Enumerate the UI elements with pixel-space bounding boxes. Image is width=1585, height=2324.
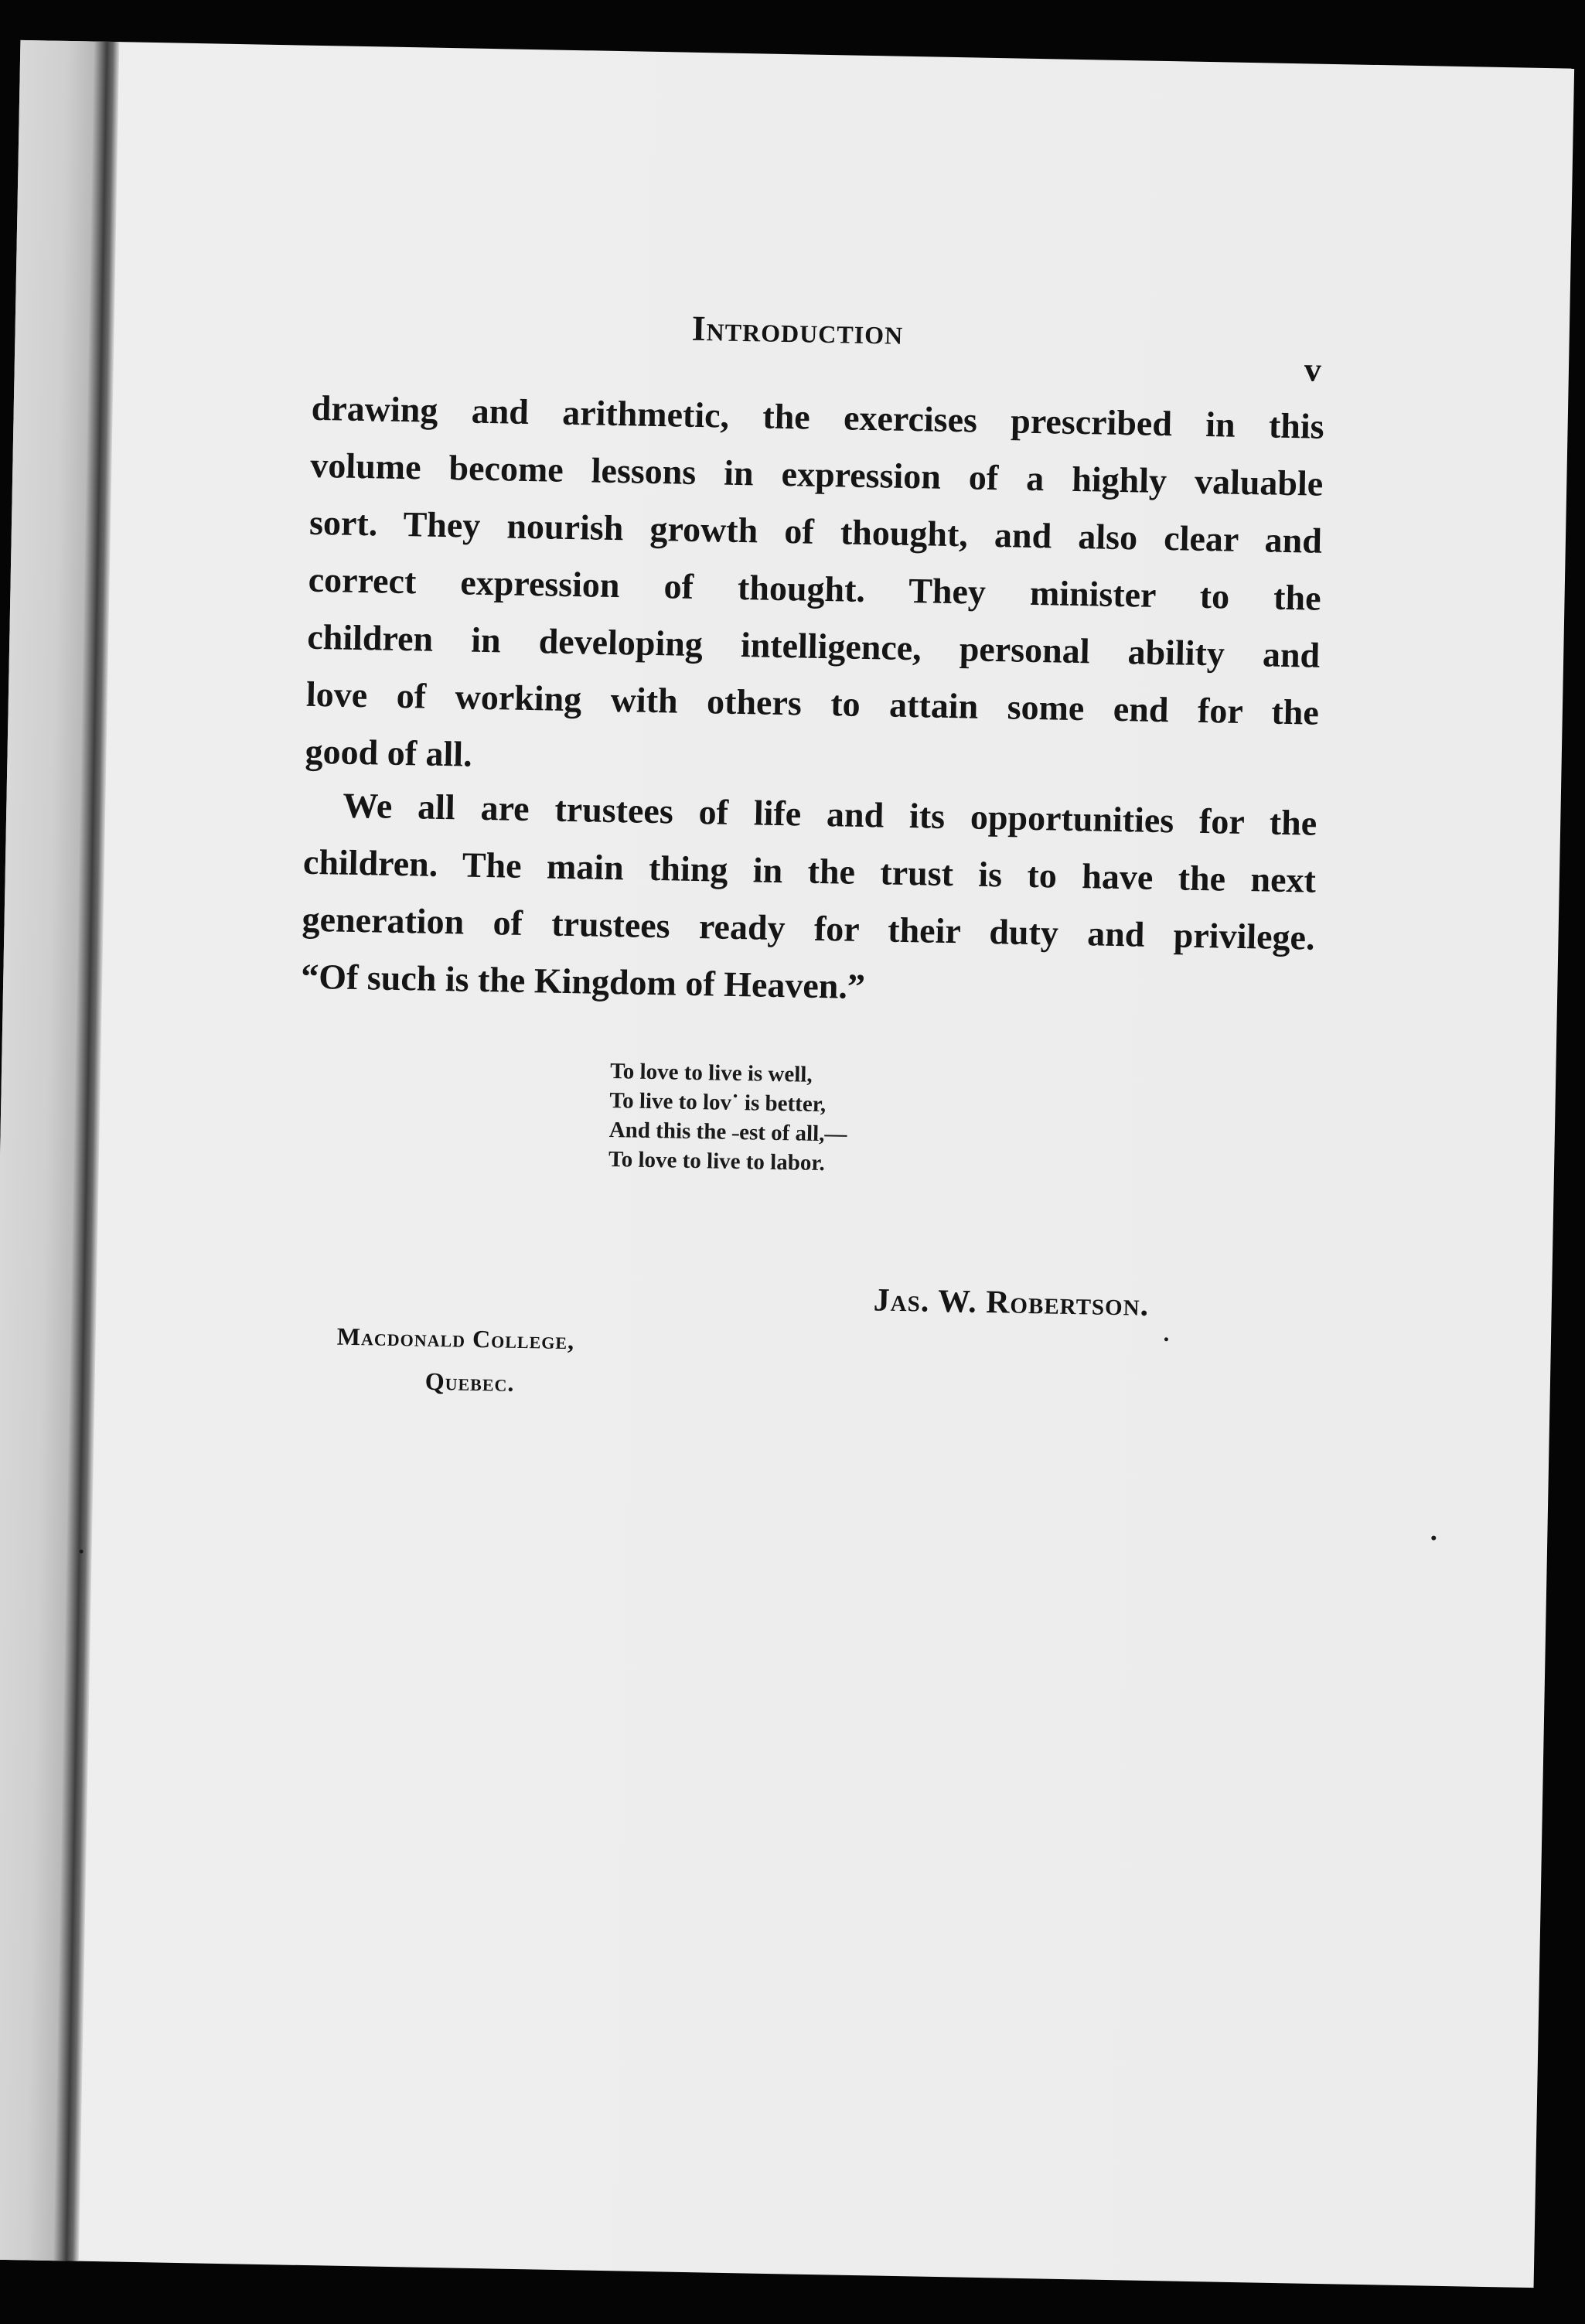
paragraph-line: correct expression of thought. They minister to the bbox=[308, 559, 1321, 618]
place-of-writing bbox=[336, 1315, 574, 1406]
place-line-2: Quebec. bbox=[424, 1367, 515, 1397]
poem-line: And this the ˗est of all,— bbox=[608, 1118, 847, 1147]
paragraph-line: We all are trustees of life and its opportunities for the bbox=[342, 785, 1317, 843]
poem-line: To live to lov˙ is better, bbox=[609, 1088, 827, 1118]
author-signature: Jas. W. Robertson. bbox=[873, 1282, 1150, 1323]
paragraph-line: drawing and arithmetic, the exercises prescribed in this bbox=[311, 387, 1325, 446]
poem-line: To love to live is well, bbox=[609, 1059, 813, 1087]
paragraph-2 bbox=[301, 776, 1317, 1024]
page-number: v bbox=[1304, 350, 1322, 389]
poem-line: To love to live to labor. bbox=[608, 1147, 826, 1176]
paragraph-line: good of all. bbox=[305, 731, 473, 774]
paragraph-line: “Of such is the Kingdom of Heaven.” bbox=[300, 956, 866, 1007]
paragraph-1 bbox=[305, 380, 1324, 799]
dust-speck bbox=[80, 1550, 84, 1554]
place-line-1: Macdonald College, bbox=[336, 1322, 575, 1355]
paragraph-line: children. The main thing in the trust is to have the next bbox=[302, 841, 1317, 900]
paragraph-line: love of working with others to attain some end for the bbox=[305, 674, 1320, 732]
paragraph-line: generation of trustees ready for their duty and privilege. bbox=[302, 899, 1315, 957]
book-binding-shadow bbox=[0, 40, 119, 2261]
dust-speck bbox=[1164, 1337, 1168, 1341]
paragraph-line: children in developing intelligence, personal ability and bbox=[306, 616, 1321, 675]
running-head: Introduction bbox=[691, 308, 904, 352]
scanned-page bbox=[0, 40, 1574, 2288]
paragraph-line: sort. They nourish growth of thought, and also clear and bbox=[308, 502, 1323, 561]
dust-speck bbox=[1431, 1536, 1436, 1541]
paragraph-line: volume become lessons in expression of a highly valuable bbox=[309, 445, 1324, 503]
poem-stanza bbox=[608, 1056, 848, 1179]
